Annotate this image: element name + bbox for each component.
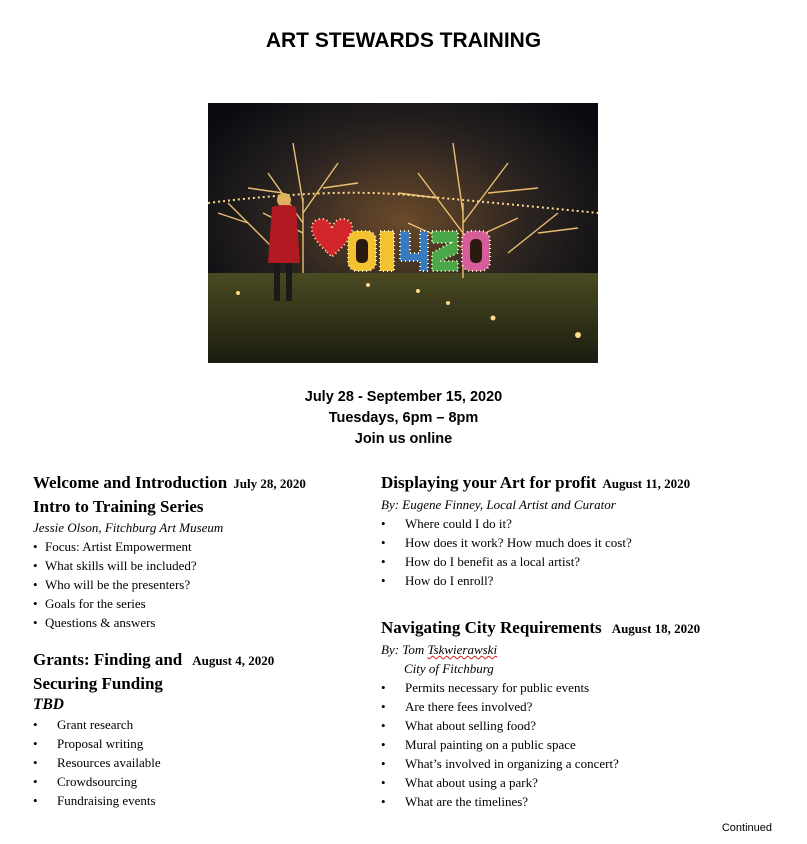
list-item: • What’s involved in organizing a concert? — [381, 754, 781, 773]
city-presenter-org: City of Fitchburg — [404, 661, 494, 676]
list-item: • Goals for the series — [33, 594, 363, 613]
lights-photo-illustration — [208, 103, 598, 363]
section-displaying — [381, 471, 781, 590]
continued-label: Continued — [721, 822, 772, 834]
list-item: • Questions & answers — [33, 613, 363, 632]
section-heading — [381, 616, 781, 640]
event-photo — [208, 103, 598, 363]
section-heading — [381, 471, 781, 495]
grants-heading-line2: Securing Funding — [33, 674, 163, 693]
city-presenter-name: Tskwierawski — [427, 642, 498, 657]
list-item: • What about selling food? — [381, 716, 781, 735]
left-column — [33, 471, 363, 810]
list-item: • What are the timelines? — [381, 792, 781, 811]
list-item: • Who will be the presenters? — [33, 575, 363, 594]
list-item: • Crowdsourcing — [33, 772, 363, 791]
grants-list — [33, 715, 363, 810]
section-heading — [33, 648, 363, 672]
displaying-presenter: By: Eugene Finney, Local Artist and Curator — [381, 497, 616, 512]
list-item: • How do I benefit as a local artist? — [381, 552, 781, 571]
section-heading — [33, 471, 363, 495]
schedule-block — [0, 387, 807, 450]
welcome-date: July 28, 2020 — [233, 476, 306, 491]
page-title: ART STEWARDS TRAINING — [265, 29, 542, 52]
right-column — [381, 471, 781, 811]
list-item: • What about using a park? — [381, 773, 781, 792]
welcome-heading: Welcome and Introduction — [33, 473, 228, 492]
city-list — [381, 678, 781, 811]
date-range: July 28 - September 15, 2020 — [304, 389, 503, 405]
list-item: • Resources available — [33, 753, 363, 772]
displaying-list — [381, 514, 781, 590]
list-item: • Where could I do it? — [381, 514, 781, 533]
welcome-presenter: Jessie Olson, Fitchburg Art Museum — [33, 520, 224, 535]
grants-presenter: TBD — [33, 696, 64, 713]
section-welcome — [33, 471, 363, 632]
welcome-list — [33, 537, 363, 632]
list-item: • Proposal writing — [33, 734, 363, 753]
grants-heading-line1: Grants: Finding and — [33, 650, 183, 669]
city-date: August 18, 2020 — [611, 621, 701, 636]
grants-date: August 4, 2020 — [192, 653, 275, 668]
city-presenter-prefix: By: Tom — [381, 642, 428, 657]
join-online: Join us online — [354, 431, 453, 447]
list-item: • Mural painting on a public space — [381, 735, 781, 754]
welcome-subheading: Intro to Training Series — [33, 497, 204, 516]
city-presenter — [381, 640, 781, 678]
list-item: • Fundraising events — [33, 791, 363, 810]
list-item: • Are there fees involved? — [381, 697, 781, 716]
displaying-date: August 11, 2020 — [602, 476, 691, 491]
time-range: Tuesdays, 6pm – 8pm — [328, 410, 479, 426]
list-item: • Focus: Artist Empowerment — [33, 537, 363, 556]
city-heading: Navigating City Requirements — [381, 618, 602, 637]
section-grants — [33, 648, 363, 810]
list-item: • Grant research — [33, 715, 363, 734]
list-item: • How does it work? How much does it cost? — [381, 533, 781, 552]
list-item: • How do I enroll? — [381, 571, 781, 590]
displaying-heading: Displaying your Art for profit — [381, 473, 597, 492]
section-city — [381, 616, 781, 811]
list-item: • Permits necessary for public events — [381, 678, 781, 697]
list-item: • What skills will be included? — [33, 556, 363, 575]
